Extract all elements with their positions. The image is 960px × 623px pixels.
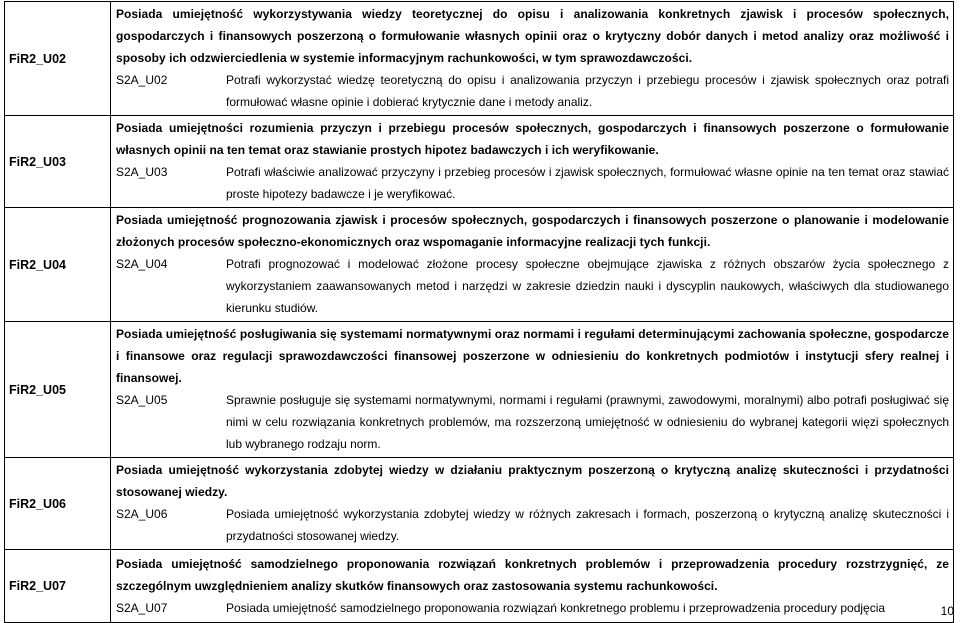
reference-description: Potrafi prognozować i modelować złożone procesy społeczne obejmujące zjawiska z różnych obszarów życia społecznego z wykorzystaniem zaawansowanych metod i narzędzi w zakresie dziedzin nauki i dyscyplin naukowych, właściwych dla studiowanego kierunku studiów.: [226, 257, 949, 315]
outcome-description: Posiada umiejętność samodzielnego proponowania rozwiązań konkretnych problemów i przeprowadzenia procedury rozstrzygnięć, ze szczególnym uwzględnieniem analizy skutków finansowych oraz zastosowania systemu rachunkowości.: [116, 556, 949, 593]
reference-code: S2A_U04: [116, 257, 168, 271]
reference-description: Potrafi właściwie analizować przyczyny i przebieg procesów i zjawisk społecznych, formułować własne opinie na ten temat oraz stawiać proste hipotezy badawcze i je weryfikować.: [226, 165, 949, 201]
reference-description: Posiada umiejętność wykorzystania zdobytej wiedzy w różnych zakresach i formach, poszerzoną o krytyczną analizę skuteczności i przydatności stosowanej wiedzy.: [226, 507, 949, 543]
reference-code: S2A_U02: [116, 73, 168, 87]
table-row: [5, 550, 954, 623]
outcome-content: [111, 322, 954, 458]
outcome-description: Posiada umiejętność wykorzystania zdobytej wiedzy w działaniu praktycznym poszerzoną o krytyczną analizę skuteczności i przydatności stosowanej wiedzy.: [116, 463, 949, 499]
reference-entry: [116, 161, 949, 205]
table-row: [5, 2, 954, 116]
outcome-code: FiR2_U06: [5, 458, 111, 550]
reference-entry: [116, 389, 949, 455]
reference-code: S2A_U03: [116, 165, 168, 179]
outcome-code: FiR2_U04: [5, 208, 111, 322]
outcome-description: Posiada umiejętność prognozowania zjawisk i procesów społecznych, gospodarczych i finansowych poszerzone o planowanie i modelowanie złożonych procesów społeczno-ekonomicznych oraz wspomaganie informacyjne realizacji tych funkcji.: [116, 213, 949, 249]
outcome-content: [111, 208, 954, 322]
outcome-content: [111, 458, 954, 550]
outcome-description: Posiada umiejętność wykorzystywania wiedzy teoretycznej do opisu i analizowania konkretnych zjawisk i procesów społecznych, gospodarczych i finansowych poszerzoną o formułowanie własnych opinii oraz o krytyczny dobór danych i metod analizy oraz możliwość i sposoby ich odzwierciedlenia w systemie informacyjnym rachunkowości, w tym sprawozdawczości.: [116, 7, 949, 65]
reference-description: Potrafi wykorzystać wiedzę teoretyczną do opisu i analizowania przyczyn i przebiegu procesów i zjawisk społecznych oraz potrafi formułować własne opinie i dobierać krytycznie dane i metody analiz.: [226, 73, 949, 109]
table-row: [5, 116, 954, 208]
reference-code: S2A_U05: [116, 393, 168, 407]
outcome-code: FiR2_U02: [5, 2, 111, 116]
reference-entry: [116, 503, 949, 547]
reference-description: Sprawnie posługuje się systemami normatywnymi, normami i regułami (prawnymi, zawodowymi, moralnymi) albo potrafi posługiwać się nimi w celu rozwiązania konkretnych problemów, ma rozszerzoną umiejętność w odniesieniu do wybranej kategorii więzi społecznych lub wybranego rodzaju norm.: [226, 393, 949, 451]
outcome-code: FiR2_U03: [5, 116, 111, 208]
outcome-code: FiR2_U07: [5, 550, 111, 623]
reference-entry: [116, 69, 949, 113]
table-row: [5, 322, 954, 458]
reference-entry: [116, 597, 949, 619]
outcome-content: [111, 116, 954, 208]
learning-outcomes-table: [4, 1, 954, 623]
outcome-content: [111, 2, 954, 116]
reference-code: S2A_U06: [116, 507, 168, 521]
outcome-description: Posiada umiejętność posługiwania się systemami normatywnymi oraz normami i regułami determinującymi zachowania społeczne, gospodarcze i finansowe oraz regulacji sprawozdawczości finansowej poszerzone w odniesieniu do konkretnych podmiotów i instytucji sfery realnej i finansowej.: [116, 327, 949, 385]
outcome-description: Posiada umiejętności rozumienia przyczyn i przebiegu procesów społecznych, gospodarczych i finansowych poszerzone o formułowanie własnych opinii na ten temat oraz stawianie prostych hipotez badawczych i ich weryfikowanie.: [116, 121, 949, 157]
table-row: [5, 208, 954, 322]
table-row: [5, 458, 954, 550]
reference-entry: [116, 253, 949, 319]
outcome-code: FiR2_U05: [5, 322, 111, 458]
page-number: 10: [940, 604, 954, 618]
reference-code: S2A_U07: [116, 600, 168, 615]
outcome-content: [111, 550, 954, 623]
reference-description: Posiada umiejętność samodzielnego proponowania rozwiązań konkretnego problemu i przeprowadzenia procedury podjęcia: [226, 600, 886, 615]
